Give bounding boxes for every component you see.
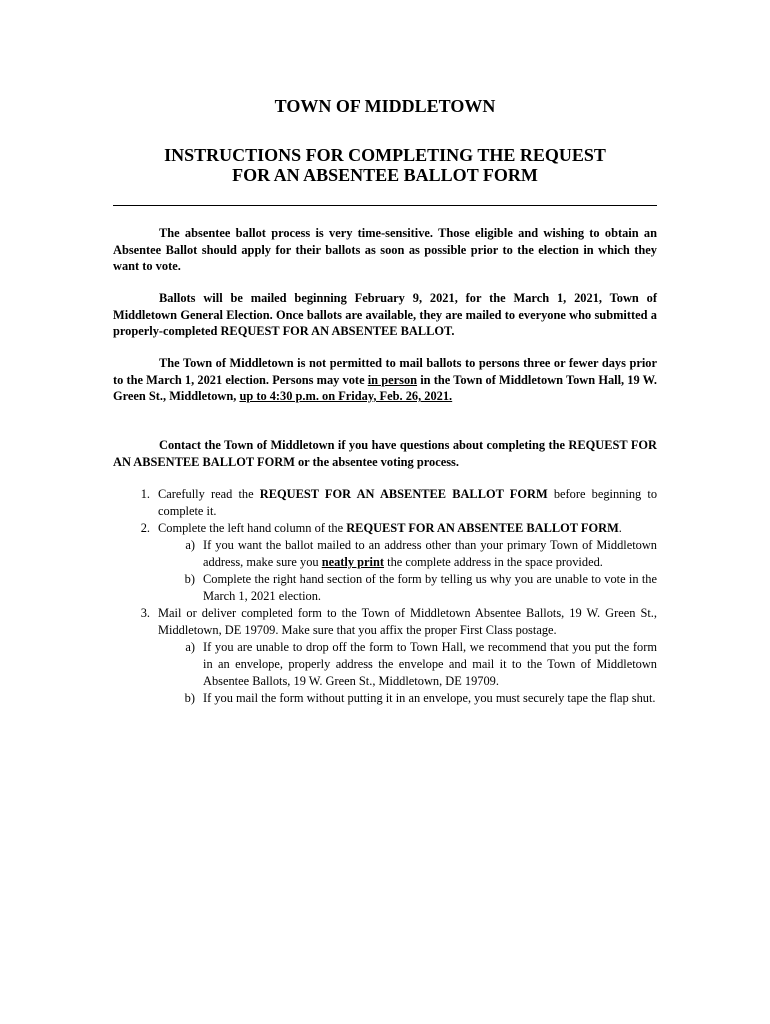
sub-item-text: If you mail the form without putting it in an envelope, you must securely tape the flap shut. [203, 691, 656, 705]
list-item-text [158, 520, 657, 537]
sub-letter: a) [185, 538, 195, 552]
sub-item-2a [158, 537, 657, 571]
sub-item-text: If you are unable to drop off the form to Town Hall, we recommend that you put the form in an envelope, properly address the envelope and mail it to the Town of Middletown Absentee Ballots, 19 W. Green St., Middletown, DE 19709. [203, 640, 657, 688]
paragraph-mailing-dates: Ballots will be mailed beginning February 9, 2021, for the March 1, 2021, Town of Middletown General Election. Once ballots are available, they are mailed to everyone who submitted a properly-completed REQUEST FOR AN ABSENTEE BALLOT. [113, 291, 657, 338]
list-item-1 [113, 486, 657, 520]
list-item-3 [113, 605, 657, 639]
sub-letter: b) [184, 691, 195, 705]
sub-letter: a) [185, 640, 195, 654]
town-heading: TOWN OF MIDDLETOWN [274, 96, 496, 116]
list-text-segment: before beginning to complete it. [158, 487, 658, 518]
paragraph-in-person-voting [113, 355, 657, 405]
sub-item-3a [158, 639, 657, 690]
list-text-segment: Complete the left hand column of the [158, 521, 347, 535]
list-number: 2. [140, 521, 150, 535]
document-title [0, 145, 770, 185]
list-text-segment: Carefully read the [158, 487, 260, 501]
list-item-text [158, 486, 657, 520]
sub-item-3b [158, 690, 657, 707]
instructions-list [113, 486, 657, 707]
in-person-underlined: in person [367, 372, 418, 387]
sub-item-text: Complete the right hand section of the form by telling us why you are unable to vote in the March 1, 2021 election. [203, 572, 657, 603]
list-number: 3. [140, 606, 150, 620]
p3-text-a: The Town of Middletown is not permitted to mail ballots to persons three or fewer days prior to the March 1, 2021 election. Persons may vote [113, 356, 657, 387]
list-bold-segment: REQUEST FOR AN ABSENTEE BALLOT FORM [346, 521, 619, 535]
paragraph-time-sensitive: The absentee ballot process is very time-sensitive. Those eligible and wishing to obtain an Absentee Ballot should apply for their ballots as soon as possible prior to the election in which they want to vote. [113, 226, 657, 273]
sub-item-text [203, 537, 657, 571]
list-item-text: Mail or deliver completed form to the Town of Middletown Absentee Ballots, 19 W. Green St., Middletown, DE 19709. Make sure that you affix the proper First Class postage. [158, 606, 657, 637]
sub-text-segment: If you want the ballot mailed to an address other than your primary Town of Middletown address, make sure you [203, 538, 657, 569]
paragraph-contact: Contact the Town of Middletown if you have questions about completing the REQUEST FOR AN ABSENTEE BALLOT FORM or the absentee voting process. [113, 438, 657, 469]
list-text-segment: . [618, 521, 622, 535]
p3-text-b: in the Town of Middletown Town Hall, 19 W. Green St., Middletown, [113, 372, 657, 403]
neatly-print-emphasis: neatly print [321, 555, 385, 569]
title-line-1: INSTRUCTIONS FOR COMPLETING THE REQUEST [164, 145, 606, 165]
list-number: 1. [140, 487, 150, 501]
sub-item-2b [158, 571, 657, 605]
list-item-2 [113, 520, 657, 537]
title-line-2: FOR AN ABSENTEE BALLOT FORM [232, 165, 538, 185]
sub-text-segment: the complete address in the space provided. [384, 555, 603, 569]
deadline-underlined: up to 4:30 p.m. on Friday, Feb. 26, 2021. [239, 389, 453, 403]
list-bold-segment: REQUEST FOR AN ABSENTEE BALLOT FORM [259, 487, 548, 501]
sub-letter: b) [184, 572, 195, 586]
horizontal-divider [113, 205, 657, 206]
